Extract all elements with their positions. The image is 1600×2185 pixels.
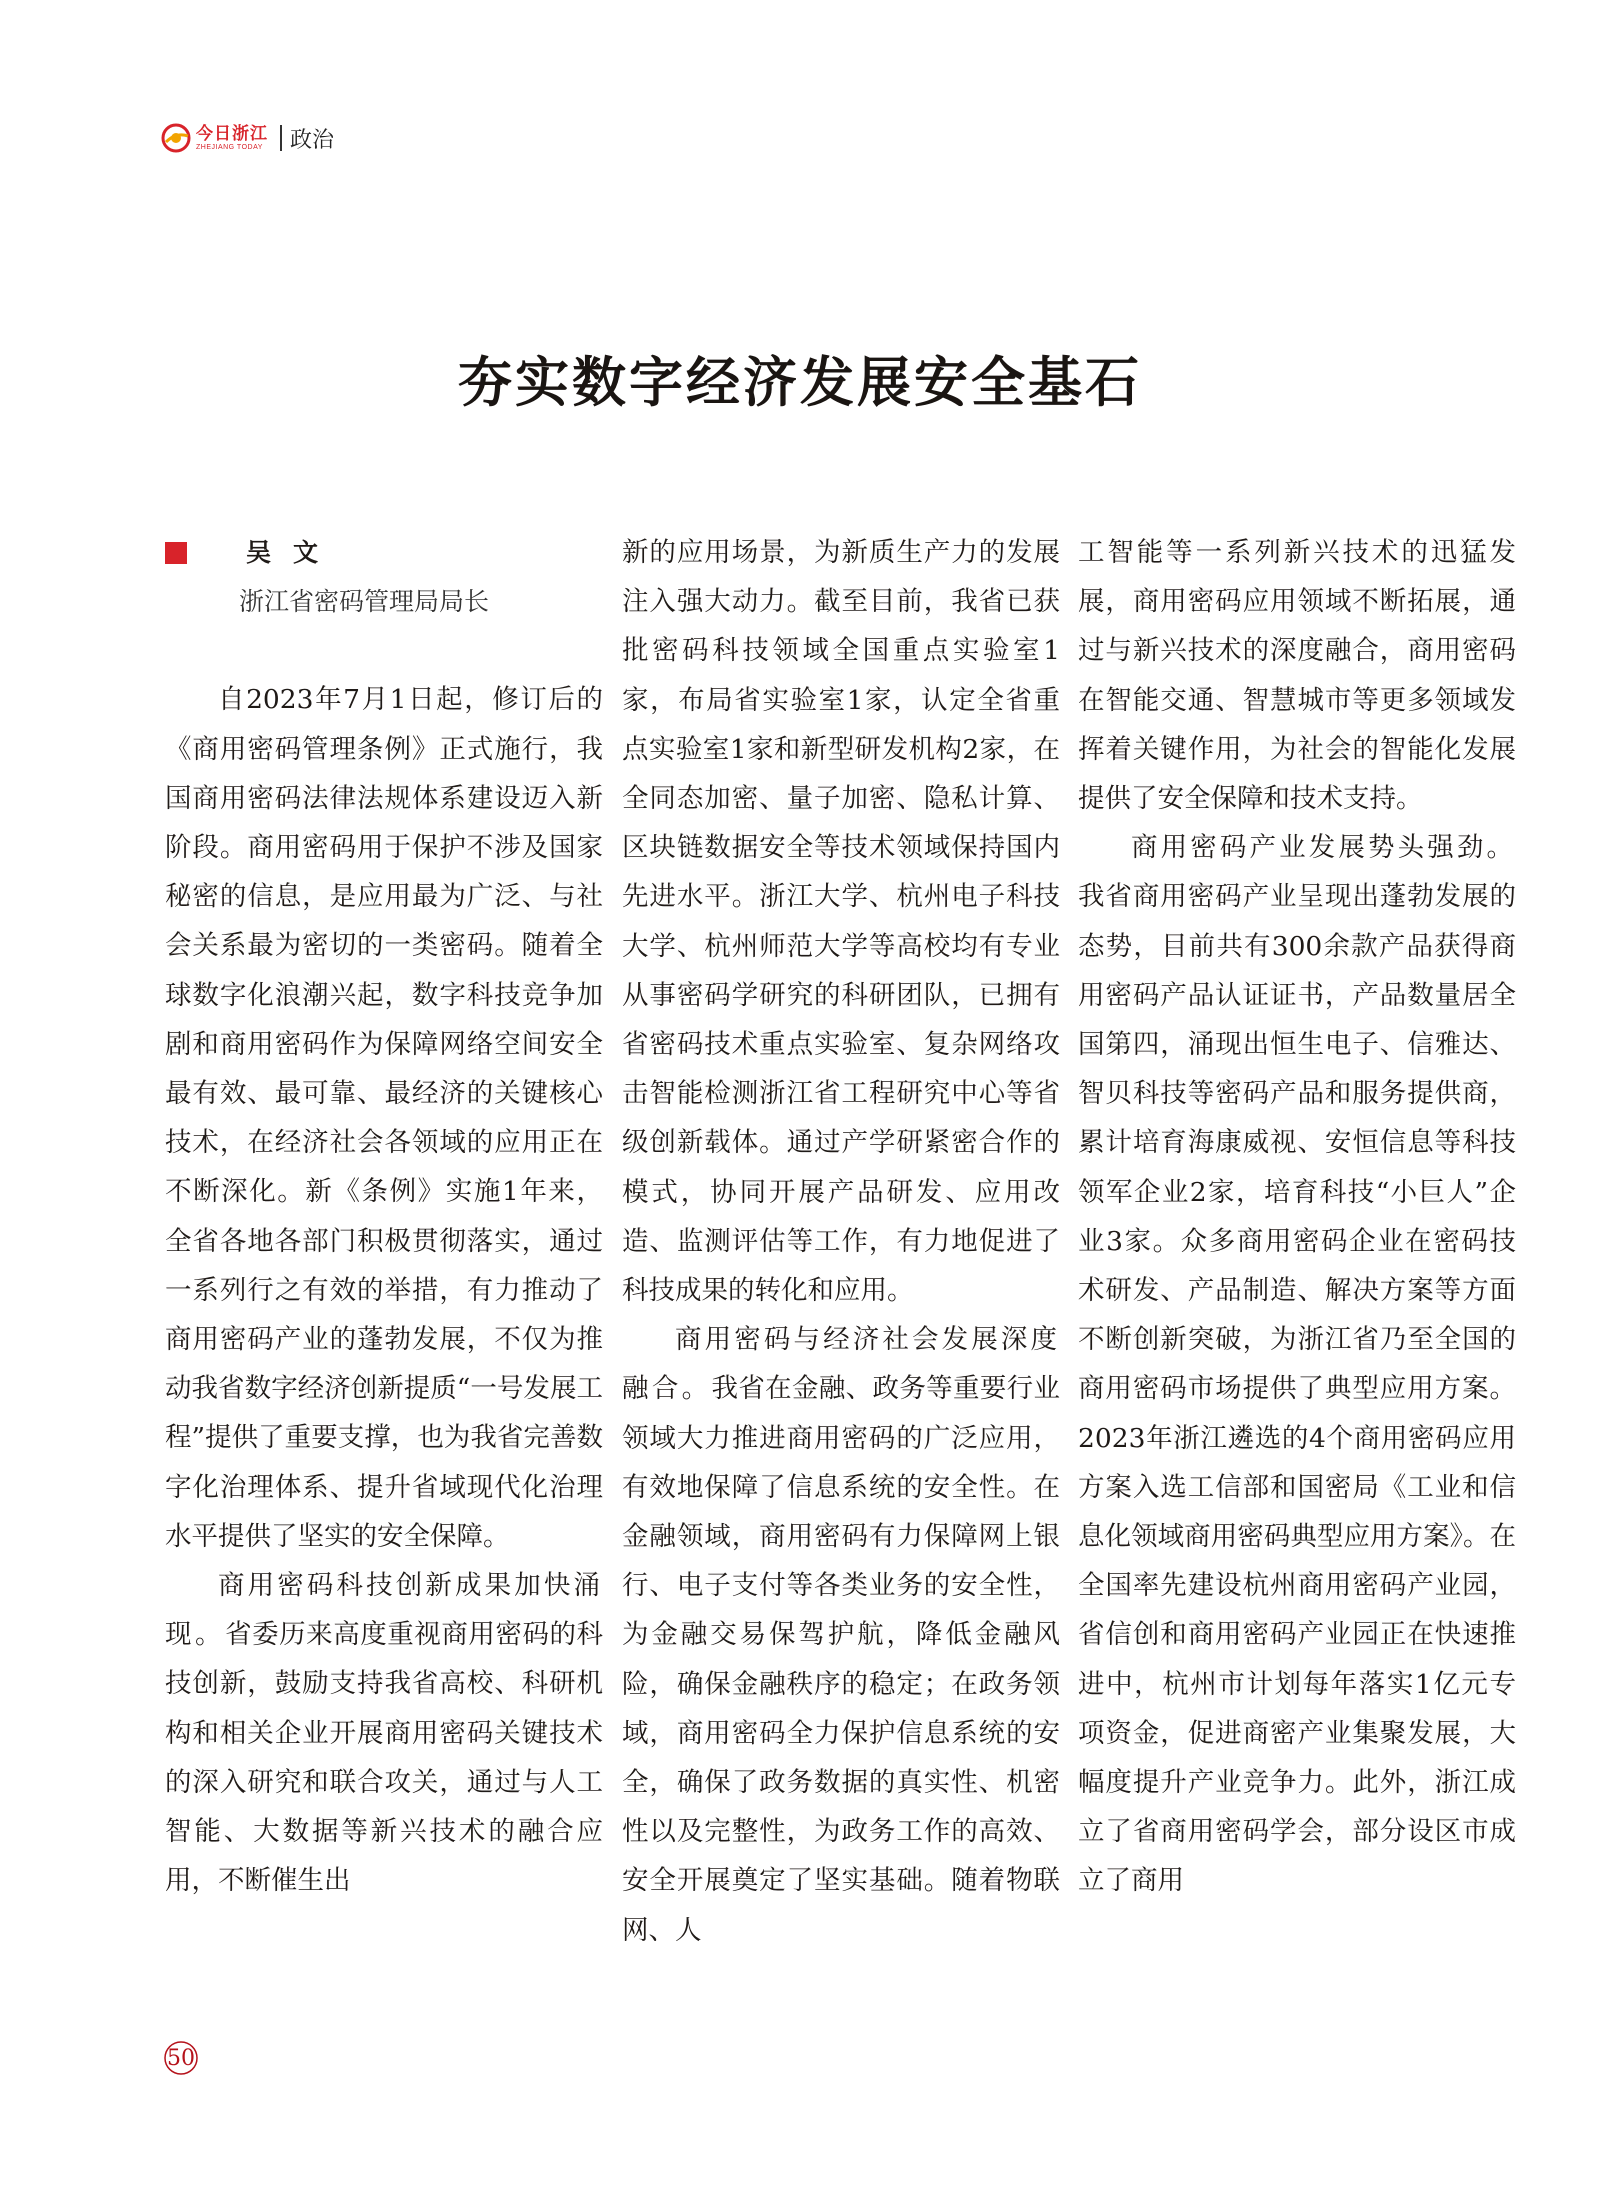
logo-chinese-text: 今日浙江 bbox=[196, 123, 268, 144]
column-3 bbox=[1078, 528, 1516, 1906]
magazine-header bbox=[160, 118, 334, 158]
paragraph-integration bbox=[622, 1315, 1060, 1955]
paragraph-text: 我省商用密码产业呈现出蓬勃发展的态势，目前共有300余款产品获得商用密码产品认证证书，产品数量居全国第四，涌现出恒生电子、信雅达、智贝科技等密码产品和服务提供商，累计培育海康威视、安恒信息等科技领军企业2家，培育科技“小巨人”企业3家。众多商用密码企业在密码技术研发、产品制造、解决方案等方面不断创新突破，为浙江省乃至全国的商用密码市场提供了典型应用方案。2023年浙江遴选的4个商用密码应用方案入选工信部和国密局《工业和信息化领域商用密码典型应用方案》。在全国率先建设杭州商用密码产业园，省信创和商用密码产业园正在快速推进中，杭州市计划每年落实1亿元专项资金，促进商密产业集聚发展，大幅度提升产业竞争力。此外，浙江成立了省商用密码学会，部分设区市成立了商用 bbox=[1078, 881, 1516, 1897]
subhead-integration: 商用密码与经济社会发展深度融合。 bbox=[622, 1324, 1060, 1405]
paragraph-text: 我省在金融、政务等重要行业领域大力推进商用密码的广泛应用，有效地保障了信息系统的安全性。在金融领域，商用密码有力保障网上银行、电子支付等各类业务的安全性，为金融交易保驾护航，降低金融风险，确保金融秩序的稳定；在政务领域，商用密码全力保护信息系统的安全，确保了政务数据的真实性、机密性以及完整性，为政务工作的高效、安全开展奠定了坚实基础。随着物联网、人 bbox=[622, 1373, 1060, 1946]
header-divider bbox=[280, 125, 282, 151]
paragraph-industry bbox=[1078, 823, 1516, 1905]
logo-english-text: ZHEJIANG TODAY bbox=[196, 143, 263, 151]
page-number bbox=[163, 2040, 199, 2076]
author-name: 吴文 bbox=[246, 538, 341, 567]
paragraph-integration-cont: 工智能等一系列新兴技术的迅猛发展，商用密码应用领域不断拓展，通过与新兴技术的深度融合，商用密码在智能交通、智慧城市等更多领域发挥着关键作用，为社会的智能化发展提供了安全保障和技术支持。 bbox=[1078, 537, 1516, 815]
article-title: 夯实数字经济发展安全基石 bbox=[458, 350, 1142, 414]
paragraph-intro: 自2023年7月1日起，修订后的《商用密码管理条例》正式施行，我国商用密码法律法规体系建设迈入新阶段。商用密码用于保护不涉及国家秘密的信息，是应用最为广泛、与社会关系最为密切的一类密码。随着全球数字化浪潮兴起，数字科技竞争加剧和商用密码作为保障网络空间安全最有效、最可靠、最经济的关键核心技术，在经济社会各领域的应用正在不断深化。新《条例》实施1年来，全省各地各部门积极贯彻落实，通过一系列行之有效的举措，有力推动了商用密码产业的蓬勃发展，不仅为推动我省数字经济创新提质“一号发展工程”提供了重要支撑，也为我省完善数字化治理体系、提升省域现代化治理水平提供了坚实的安全保障。 bbox=[165, 684, 603, 1552]
magazine-logo bbox=[160, 122, 268, 154]
column-2 bbox=[622, 528, 1060, 1955]
byline bbox=[165, 528, 603, 577]
subhead-tech-innovation: 商用密码科技创新成果加快涌现。 bbox=[165, 1570, 603, 1651]
paragraph-text: 省委历来高度重视商用密码的科技创新，鼓励支持我省高校、科研机构和相关企业开展商用密码关键技术的深入研究和联合攻关，通过与人工智能、大数据等新兴技术的融合应用，不断催生出 bbox=[165, 1619, 604, 1897]
page-number-text: 50 bbox=[167, 2045, 195, 2071]
paragraph-tech-innovation-cont: 新的应用场景，为新质生产力的发展注入强大动力。截至目前，我省已获批密码科技领域全国重点实验室1家，布局省实验室1家，认定全省重点实验室1家和新型研发机构2家，在全同态加密、量子加密、隐私计算、区块链数据安全等技术领域保持国内先进水平。浙江大学、杭州电子科技大学、杭州师范大学等高校均有专业从事密码学研究的科研团队，已拥有省密码技术重点实验室、复杂网络攻击智能检测浙江省工程研究中心等省级创新载体。通过产学研紧密合作的模式，协同开展产品研发、应用改造、监测评估等工作，有力地促进了科技成果的转化和应用。 bbox=[622, 537, 1060, 1307]
author-title: 浙江省密码管理局局长 bbox=[239, 587, 490, 617]
sun-logo-icon bbox=[160, 122, 192, 154]
author-marker-icon bbox=[165, 542, 187, 564]
paragraph-tech-innovation bbox=[165, 1561, 603, 1905]
subhead-industry: 商用密码产业发展势头强劲。 bbox=[1131, 832, 1516, 864]
section-label: 政治 bbox=[290, 127, 335, 153]
column-1 bbox=[165, 528, 603, 1905]
